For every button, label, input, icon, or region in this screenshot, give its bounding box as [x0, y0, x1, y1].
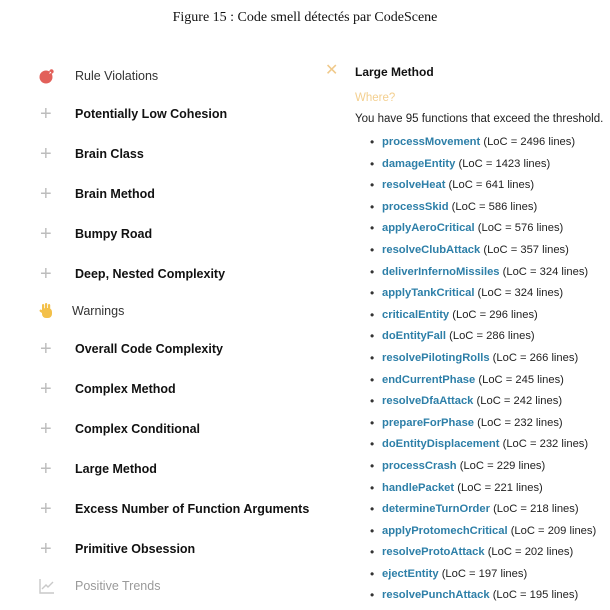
function-list-item	[320, 197, 596, 219]
function-link[interactable]: applyTankCritical	[382, 287, 475, 300]
category-item-deep-nested-complexity[interactable]	[0, 263, 320, 287]
function-link[interactable]: resolveDfaAttack	[382, 395, 474, 408]
bullet-icon: •	[370, 415, 375, 430]
warning-hand-icon	[38, 302, 56, 320]
function-loc: (LoC = 576 lines)	[477, 222, 564, 235]
function-list-item	[320, 348, 596, 370]
function-loc: (LoC = 229 lines)	[459, 459, 546, 472]
function-list-item	[320, 478, 596, 500]
category-label: Brain Method	[75, 187, 155, 201]
bullet-icon: •	[370, 566, 375, 581]
figure-caption: Figure 15 : Code smell détectés par CodeScene	[172, 10, 438, 25]
function-loc: (LoC = 221 lines)	[457, 481, 543, 494]
plus-icon: +	[40, 418, 52, 440]
category-item-primitive-obsession[interactable]	[0, 538, 320, 562]
plus-icon: +	[40, 103, 52, 125]
bullet-icon: •	[370, 458, 375, 473]
function-link[interactable]: resolveClubAttack	[382, 243, 481, 256]
plus-icon: +	[40, 498, 52, 520]
category-label: Complex Method	[75, 382, 176, 396]
category-label: Rule Violations	[75, 69, 159, 83]
category-label: Excess Number of Function Arguments	[75, 502, 310, 516]
detail-title: Large Method	[355, 65, 434, 79]
function-loc: (LoC = 296 lines)	[452, 308, 538, 321]
category-label: Warnings	[72, 304, 125, 318]
function-list-item	[320, 542, 596, 564]
bullet-icon: •	[370, 307, 375, 322]
plus-icon: +	[40, 378, 52, 400]
bullet-icon: •	[370, 156, 375, 171]
function-link[interactable]: handlePacket	[382, 481, 455, 494]
function-loc: (LoC = 324 lines)	[502, 265, 589, 278]
bullet-icon: •	[370, 502, 375, 517]
function-list-item	[320, 326, 596, 348]
function-list-item	[320, 434, 596, 456]
function-link[interactable]: determineTurnOrder	[382, 503, 490, 516]
function-link[interactable]: doEntityFall	[382, 330, 447, 343]
function-list-item	[320, 175, 596, 197]
function-loc: (LoC = 2496 lines)	[483, 136, 576, 148]
function-link[interactable]: applyProtomechCritical	[382, 524, 508, 537]
function-list-item	[320, 154, 596, 176]
function-loc: (LoC = 232 lines)	[477, 416, 563, 429]
function-loc: (LoC = 232 lines)	[502, 438, 589, 451]
bullet-icon: •	[370, 221, 375, 236]
bullet-icon: •	[370, 437, 375, 452]
function-loc: (LoC = 357 lines)	[483, 243, 569, 256]
close-icon[interactable]: ✕	[325, 62, 339, 79]
function-loc: (LoC = 245 lines)	[478, 373, 564, 386]
category-item-complex-method[interactable]	[0, 378, 320, 402]
bullet-icon: •	[370, 545, 375, 560]
function-link[interactable]: ejectEntity	[382, 567, 439, 580]
function-link[interactable]: resolvePunchAttack	[382, 589, 490, 602]
function-list-item	[320, 132, 596, 154]
function-list-item	[320, 564, 596, 586]
function-list-item	[320, 413, 596, 435]
category-item-brain-class[interactable]	[0, 143, 320, 167]
category-item-large-method[interactable]	[0, 458, 320, 482]
bullet-icon: •	[370, 588, 375, 603]
function-link[interactable]: resolveProtoAttack	[382, 546, 485, 559]
function-loc: (LoC = 209 lines)	[510, 524, 597, 537]
bullet-icon: •	[370, 523, 375, 538]
category-label: Overall Code Complexity	[75, 342, 223, 356]
function-link[interactable]: processMovement	[382, 136, 481, 148]
category-label: Primitive Obsession	[75, 542, 196, 556]
category-item-brain-method[interactable]	[0, 183, 320, 207]
function-list-item	[320, 283, 596, 305]
function-link[interactable]: endCurrentPhase	[382, 373, 476, 386]
function-link[interactable]: doEntityDisplacement	[382, 438, 500, 451]
function-list-item	[320, 521, 596, 543]
function-list-item	[320, 240, 596, 262]
category-item-excess-number-of-function-arguments[interactable]	[0, 498, 320, 522]
bullet-icon: •	[370, 264, 375, 279]
plus-icon: +	[40, 183, 52, 205]
function-loc: (LoC = 586 lines)	[451, 200, 538, 213]
function-list-item	[320, 370, 596, 392]
function-link[interactable]: resolveHeat	[382, 179, 446, 192]
where-label: Where?	[355, 92, 396, 104]
bullet-icon: •	[370, 480, 375, 495]
function-link[interactable]: prepareForPhase	[382, 416, 475, 429]
function-loc: (LoC = 218 lines)	[493, 503, 579, 516]
bullet-icon: •	[370, 135, 375, 149]
function-loc: (LoC = 195 lines)	[492, 589, 579, 602]
function-loc: (LoC = 242 lines)	[476, 395, 563, 408]
function-loc: (LoC = 197 lines)	[441, 567, 528, 580]
bullet-icon: •	[370, 394, 375, 409]
category-label: Bumpy Road	[75, 227, 153, 241]
bullet-icon: •	[370, 286, 375, 301]
category-label: Positive Trends	[75, 579, 161, 593]
plus-icon: +	[40, 223, 52, 245]
category-label: Potentially Low Cohesion	[75, 107, 228, 121]
function-list-item	[320, 218, 596, 240]
function-loc: (LoC = 1423 lines)	[458, 157, 551, 170]
bullet-icon: •	[370, 372, 375, 387]
bullet-icon: •	[370, 199, 375, 214]
section-header-positive-trends[interactable]	[0, 575, 320, 599]
section-header-warnings[interactable]	[0, 300, 320, 324]
function-link[interactable]: processSkid	[382, 200, 449, 213]
function-loc: (LoC = 266 lines)	[492, 351, 579, 364]
bullet-icon: •	[370, 350, 375, 365]
functions-summary: You have 95 functions that exceed the threshold.	[355, 113, 604, 125]
category-label: Complex Conditional	[75, 422, 200, 436]
bullet-icon: •	[370, 242, 375, 257]
function-list-item	[320, 585, 596, 607]
function-loc: (LoC = 286 lines)	[449, 330, 535, 343]
bullet-icon: •	[370, 178, 375, 193]
plus-icon: +	[40, 538, 52, 560]
category-label: Large Method	[75, 462, 157, 476]
category-item-overall-code-complexity[interactable]	[0, 338, 320, 362]
function-link[interactable]: processCrash	[382, 459, 457, 472]
function-link[interactable]: criticalEntity	[382, 308, 450, 321]
category-label: Brain Class	[75, 147, 144, 161]
function-link[interactable]: deliverInfernoMissiles	[382, 265, 500, 278]
function-loc: (LoC = 641 lines)	[448, 179, 535, 192]
function-list-item	[320, 456, 596, 478]
bullet-icon: •	[370, 329, 375, 344]
function-link[interactable]: resolvePilotingRolls	[382, 351, 490, 364]
category-item-complex-conditional[interactable]	[0, 418, 320, 442]
trend-chart-icon	[38, 577, 56, 595]
function-list	[320, 132, 596, 607]
function-loc: (LoC = 324 lines)	[477, 287, 564, 300]
section-header-rule-violations[interactable]	[0, 65, 320, 89]
function-link[interactable]: applyAeroCritical	[382, 222, 475, 235]
category-label: Deep, Nested Complexity	[75, 267, 226, 281]
plus-icon: +	[40, 263, 52, 285]
category-item-bumpy-road[interactable]	[0, 223, 320, 247]
plus-icon: +	[40, 143, 52, 165]
rule-violation-icon	[38, 67, 56, 85]
plus-icon: +	[40, 458, 52, 480]
plus-icon: +	[40, 338, 52, 360]
function-list-item	[320, 305, 596, 327]
function-link[interactable]: damageEntity	[382, 157, 456, 170]
function-list-item	[320, 262, 596, 284]
category-item-potentially-low-cohesion[interactable]	[0, 103, 320, 127]
function-list-item	[320, 391, 596, 413]
function-list-item	[320, 499, 596, 521]
function-loc: (LoC = 202 lines)	[487, 546, 574, 559]
